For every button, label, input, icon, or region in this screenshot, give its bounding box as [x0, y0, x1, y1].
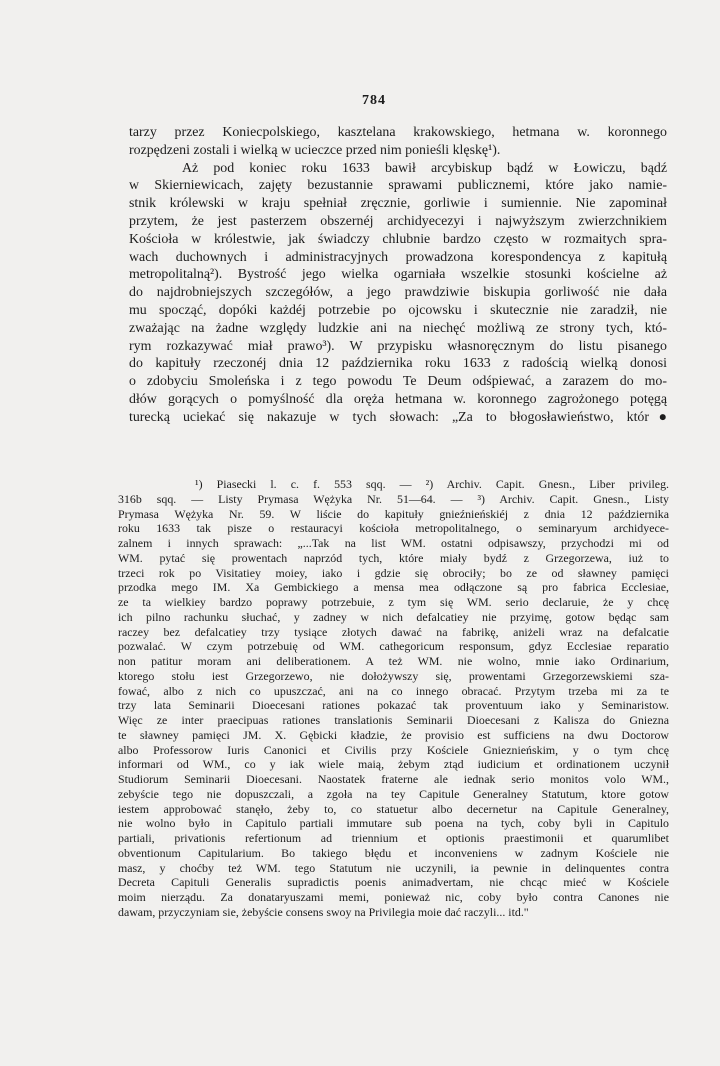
text-line: turecką uciekać się nakazuje w tych słowach: „Za to błogosławieństwo, któr● [129, 409, 667, 425]
text-line: Kościoła w królestwie, jak świadczy chlubnie bardzo często w rozmaitych spra- [129, 231, 667, 247]
text-line: do kapituły rzeczonéj dnia 12 października roku 1633 z radością wielką donosi [129, 356, 667, 372]
footnote-line: trzy lata Seminarii Dioecesani rationes pokazać tak proventuum iako y Seminaristow. [118, 698, 669, 713]
footnote-line: zebyście tego nie dopuszczali, a zgoła na tey Capitule Generalney Statutum, ktore gotow [118, 786, 669, 801]
footnote-line: raczey bez defalcatiey trzy tysiące złotych dawać na fabrikę, aniżeli wraz na defalcatie [118, 624, 669, 639]
footnote-line: fować, albo z nich co upuszczać, ani na co innego obracać. Przytym trzeba mi za te [118, 683, 669, 698]
text-line: w Skierniewicach, zajęty bezustannie sprawami publicznemi, które jako namie- [129, 178, 667, 194]
footnote-line: Więc ze inter praecipuas rationes translationis Seminarii Dioecesani z Kalisza do Gniezna [118, 713, 669, 727]
footnote-line: informari od WM., co y iak wiele maią, żebym ztąd iudicium et ordinationem uczynił [118, 757, 669, 772]
footnote-line: non patitur moram ani deliberationem. A też WM. nie wolno, mnie iako Ordinarium, [118, 654, 669, 668]
text-line: do najdrobniejszych szczegółów, a jego prawdziwie biskupia gorliwość nie dała [129, 285, 667, 301]
footnote-line: pozwalać. W czym potrzebuię od WM. cathegoricum responsum, gdyz Ecclesiae reparatio [118, 639, 669, 654]
footnote-line: Decreta Capituli Generalis supradictis poenis animadvertam, nie chcąc mieć w Kościele [118, 875, 669, 890]
text-line: wach duchownych i administracyjnych prowadzona korespondencya z kapitułą [129, 249, 667, 265]
footnote-line: ktorego stołu iest Grzegorzewo, nie dołożywszy się, prowentami Grzegorzewskiemi sza- [118, 668, 669, 683]
text-line: Aż pod koniec roku 1633 bawił arcybiskup bądź w Łowiczu, bądź [182, 160, 667, 176]
main-text [129, 124, 667, 427]
text-line: stnik królewski w kraju spełniał zręcznie, gorliwie i sumiennie. Nie zapominał [129, 196, 667, 212]
footnote-line: Prymasa Wężyka Nr. 59. W liście do kapituły gnieźnieńskiéj z dnia 12 października [118, 506, 669, 521]
text-line: dłów gorących o pomyślność dla oręża hetmana w. koronnego zagrożonego potęgą [129, 391, 667, 407]
footnote-line: dawam, przyczyniam sie, żebyście consens swoy na Privilegia moie dać raczyli... itd." [118, 904, 529, 919]
footnote-line: iestem approbować stanęło, żeby to, co statuetur albo decernetur na Capitule Generalney, [118, 801, 669, 816]
footnote-line: obventionum Capitularium. Bo takiego błędu et inconveniens w zadnym Kościele nie [118, 845, 669, 860]
footnote-line: moim nierządu. Za donataryuszami memi, ponieważ nic, coby było contra Canones nie [118, 890, 669, 904]
footnote-line: ich pilno rachunku słuchać, y zadney w nich defalcatiey nie przyimę, gotow będąc sam [118, 609, 669, 624]
footnote-line: 316b sqq. — Listy Prymasa Wężyka Nr. 51—64. — ³) Archiv. Capit. Gnesn., Listy [118, 491, 669, 506]
footnote-line: te sławney pamięci JM. X. Gębicki kładzie, że provisio est sufficiens na dwu Doctorow [118, 727, 669, 742]
footnote-line: WM. pytać się prowentach naprzód tych, które miały bydź z Grzegorzewa, iuż to [118, 550, 669, 565]
text-line: zważając na żadne względy ludzkie ani na niechęć możliwą ze strony tych, któ- [129, 320, 667, 336]
text-line: tarzy przez Koniecpolskiego, kasztelana krakowskiego, hetmana w. koronnego [129, 125, 667, 140]
footnote-line: ze ta wielkiey bardzo poprawy potrzebuie, z tym się WM. serio declaruie, że y chcę [118, 595, 669, 609]
page-number: 784 [362, 93, 386, 108]
footnote-line: trzeci rok po Visitatiey moiey, iako i gdzie się obrociły; bo ze od sławney pamięci [118, 565, 669, 580]
text-line: rym rozkazywać miał prawo³). W przypisku własnoręcznym do listu pisanego [129, 338, 667, 354]
footnote-line: nie wolno było in Capitulo partiali immutare sub poena na tych, coby byli in Capitulo [118, 816, 669, 831]
footnote-line: roku 1633 tak pisze o restauracyi kościoła metropolitalnego, o seminaryum archidyece- [118, 521, 669, 536]
text-line: o zdobyciu Smoleńska i z tego powodu Te Deum odśpiewać, a zarazem do mo- [129, 374, 667, 390]
text-line: mu spocząć, dopóki każdéj potrzebie po ojcowsku i skutecznie nie zaradził, nie [129, 302, 667, 318]
text-line: przytem, że jest pasterzem obszernéj archidyecezyi i najwyższym zwierzchnikiem [129, 213, 667, 229]
footnote-line: albo Professorow Iuris Canonici et Civilis przy Kościele Gnieznieńskim, y o tym chcę [118, 742, 669, 757]
footnote-line: ¹) Piasecki l. c. f. 553 sqq. — ²) Archiv. Capit. Gnesn., Liber privileg. [195, 477, 669, 491]
footnote-line: przodka mego IM. Xa Gembickiego a mensa mea odłączone są pro fabrica Ecclesiae, [118, 580, 669, 595]
footnote-line: zalnem i innych sprawach: „...Tak na list WM. ostatni odpisawszy, przychodzi mi od [118, 536, 669, 550]
footnote-line: partiali, privationis refertionum ad triennium et optionis praestimonii et quarumlibet [118, 831, 669, 845]
footnote-line: Studiorum Seminarii Dioecesani. Naostatek fraterne ale iednak serio monitos volo WM., [118, 772, 669, 786]
footnote-line: masz, y choćby też WM. tego Statutum nie uczynili, ia pewnie in delinquentes contra [118, 860, 669, 875]
footnotes [118, 477, 669, 920]
text-line: rozpędzeni zostali i wielką w ucieczce przed nim ponieśli klęskę¹). [129, 142, 501, 158]
text-line: metropolitalną²). Bystrość jego wielka ogarniała wszelkie stosunki kościelne aż [129, 267, 667, 283]
